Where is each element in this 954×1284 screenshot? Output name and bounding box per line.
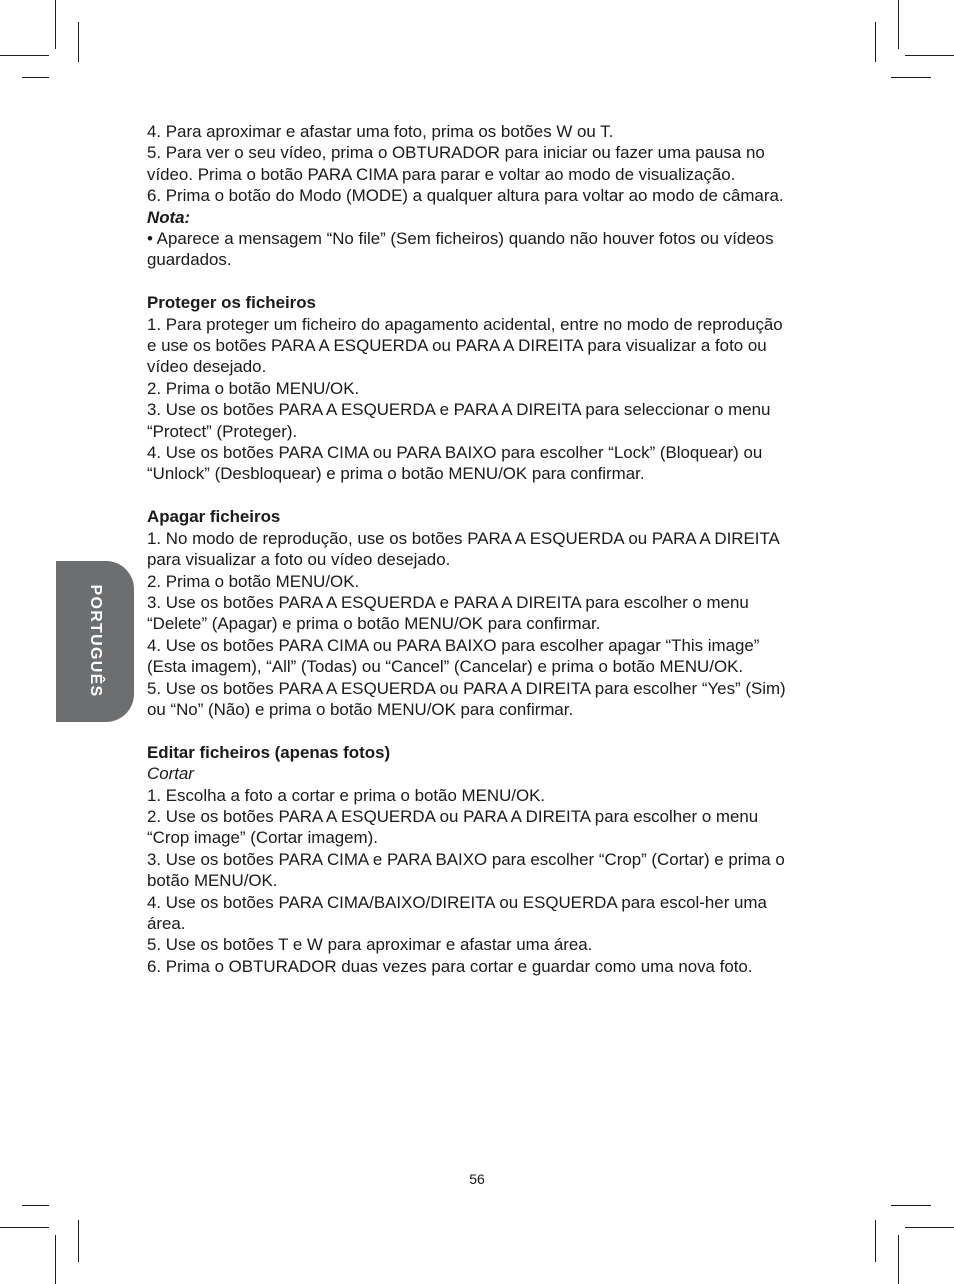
paragraph: 4. Para aproximar e afastar uma foto, prima os botões W ou T.: [147, 122, 614, 141]
crop-mark: [875, 1220, 876, 1262]
step: 1. No modo de reprodução, use os botões PARA A ESQUERDA ou PARA A DIREITA para visualizar a foto ou vídeo desejado.: [147, 528, 779, 570]
step: 4. Use os botões PARA CIMA/BAIXO/DIREITA ou ESQUERDA para escol-her uma área.: [147, 892, 767, 933]
crop-mark: [55, 0, 56, 49]
step: 2. Use os botões PARA A ESQUERDA ou PARA A DIREITA para escolher o menu “Crop image” (Cortar imagem).: [147, 806, 759, 848]
page-number: 56: [469, 1171, 485, 1187]
subheading-crop: Cortar: [147, 764, 194, 784]
crop-mark: [78, 1220, 79, 1262]
step: 2. Prima o botão MENU/OK.: [147, 378, 360, 398]
step: 4. Use os botões PARA CIMA ou PARA BAIXO para escolher “Lock” (Bloquear) ou “Unlock” (Desbloquear) e prima o botão MENU/OK para confirmar.: [147, 443, 763, 484]
crop-mark: [898, 0, 899, 49]
section-heading-protect: Proteger os ficheiros: [147, 293, 316, 313]
crop-mark: [78, 22, 79, 62]
step: 3. Use os botões PARA CIMA e PARA BAIXO para escolher “Crop” (Cortar) e prima o botão MENU/OK.: [147, 849, 785, 891]
crop-mark: [891, 77, 931, 78]
crop-mark: [55, 1235, 56, 1284]
paragraph: 5. Para ver o seu vídeo, prima o OBTURADOR para iniciar ou fazer uma pausa no vídeo. Prima o botão PARA CIMA para parar e voltar ao modo de visualização.: [147, 143, 765, 184]
crop-mark: [22, 77, 49, 78]
step: 5. Use os botões T e W para aproximar e afastar uma área.: [147, 935, 593, 955]
crop-mark: [0, 55, 49, 56]
step: 3. Use os botões PARA A ESQUERDA e PARA A DIREITA para seleccionar o menu “Protect” (Proteger).: [147, 400, 771, 441]
crop-mark: [875, 22, 876, 62]
crop-mark: [898, 1235, 899, 1284]
crop-mark: [0, 1227, 49, 1228]
step: 6. Prima o OBTURADOR duas vezes para cortar e guardar como uma nova foto.: [147, 956, 753, 976]
note-label: Nota:: [147, 207, 191, 227]
language-tab-label: PORTUGUÊS: [87, 584, 104, 698]
section-heading-delete: Apagar ficheiros: [147, 507, 281, 527]
step: 1. Para proteger um ficheiro do apagamento acidental, entre no modo de reprodução e use os botões PARA A ESQUERDA ou PARA A DIREITA para visualizar a foto ou vídeo desejado.: [147, 314, 783, 377]
step: 3. Use os botões PARA A ESQUERDA e PARA A DIREITA para escolher o menu “Delete” (Apagar) e prima o botão MENU/OK para confirmar.: [147, 592, 749, 634]
crop-mark: [905, 1227, 954, 1228]
section-heading-edit: Editar ficheiros (apenas fotos): [147, 742, 391, 762]
page-body: [147, 121, 787, 977]
crop-mark: [22, 1205, 49, 1206]
step: 2. Prima o botão MENU/OK.: [147, 571, 360, 591]
step: 5. Use os botões PARA A ESQUERDA ou PARA A DIREITA para escolher “Yes” (Sim) ou “No” (Não) e prima o botão MENU/OK para confirmar.: [147, 678, 786, 719]
step: 1. Escolha a foto a cortar e prima o botão MENU/OK.: [147, 785, 546, 805]
step: 4. Use os botões PARA CIMA ou PARA BAIXO para escolher apagar “This image” (Esta imagem), “All” (Todas) ou “Cancel” (Cancelar) e prima o botão MENU/OK.: [147, 635, 760, 677]
note-text: • Aparece a mensagem “No file” (Sem ficheiros) quando não houver fotos ou vídeos guardados.: [147, 229, 774, 270]
crop-mark: [891, 1205, 931, 1206]
crop-mark: [905, 55, 954, 56]
paragraph: 6. Prima o botão do Modo (MODE) a qualquer altura para voltar ao modo de câmara.: [147, 186, 784, 206]
